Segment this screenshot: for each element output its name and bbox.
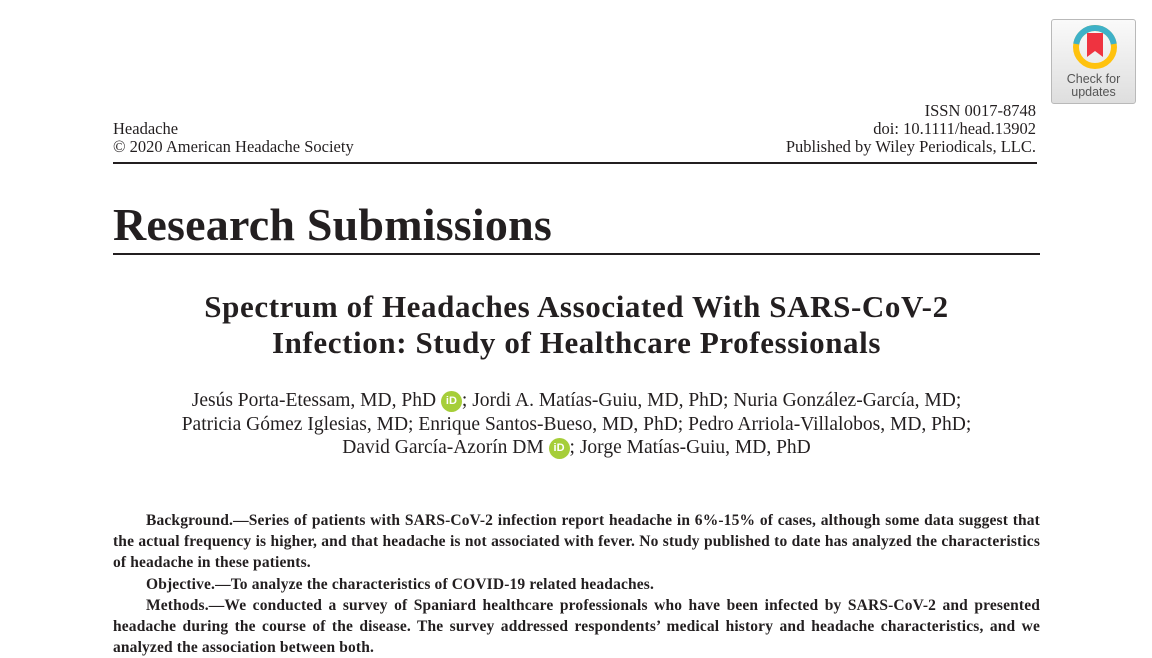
objective-label: Objective. [146,575,216,593]
author-porta-etessam: Jesús Porta-Etessam, MD, PhD [191,390,437,411]
journal-name: Headache [113,119,179,138]
journal-info [113,120,354,156]
check-for-updates-badge[interactable] [1051,19,1136,104]
article-title [113,289,1040,361]
author-line-1-rest: ; Jordi A. Matías-Guiu, MD, PhD; Nuria González-García, MD; [461,390,962,411]
badge-line2: updates [1071,85,1116,99]
crossmark-icon [1072,24,1118,70]
author-line-1 [113,389,1040,413]
author-list [113,389,1040,460]
author-line-3-rest: ; Jorge Matías-Guiu, MD, PhD [569,437,811,458]
badge-line1: Check for [1066,72,1121,86]
methods-text: —We conducted a survey of Spaniard healthcare professionals who have been infected by SARS-CoV-2 and presented headache during the course of the disease. The survey addressed respondents’ medical history and headache characteristics, and we analyzed the association between both. [113,596,1040,657]
copyright: © 2020 American Headache Society [113,137,354,156]
publication-info [786,102,1036,156]
abstract-methods [113,595,1040,658]
orcid-icon[interactable]: iD [549,438,570,459]
title-line-2: Infection: Study of Healthcare Professionals [271,325,882,360]
header-divider [113,162,1037,164]
section-divider [113,253,1040,255]
objective-text: —To analyze the characteristics of COVID-19 related headaches. [215,575,655,593]
issn: ISSN 0017-8748 [924,101,1036,120]
author-line-3 [113,436,1040,460]
title-line-1: Spectrum of Headaches Associated With SARS-CoV-2 [204,289,949,324]
methods-label: Methods. [146,596,209,614]
abstract-background [113,510,1040,574]
doi[interactable]: doi: 10.1111/head.13902 [873,119,1036,138]
abstract [113,510,1040,658]
section-title: Research Submissions [113,199,552,250]
publisher: Published by Wiley Periodicals, LLC. [785,137,1036,156]
badge-label [1052,73,1135,99]
background-text: —Series of patients with SARS-CoV-2 infection report headache in 6%-15% of cases, although some data suggest that the actual frequency is higher, and that headache is not associated with fever. No study published to date has analyzed the characteristics of headache in these patients. [113,512,1040,572]
abstract-objective [113,574,1040,595]
author-line-2: Patricia Gómez Iglesias, MD; Enrique Santos-Bueso, MD, PhD; Pedro Arriola-Villalobos, MD, PhD; [181,413,972,435]
orcid-icon[interactable]: iD [441,391,462,412]
background-label: Background. [146,512,234,529]
author-garcia-azorin: David García-Azorín DM [342,437,544,458]
